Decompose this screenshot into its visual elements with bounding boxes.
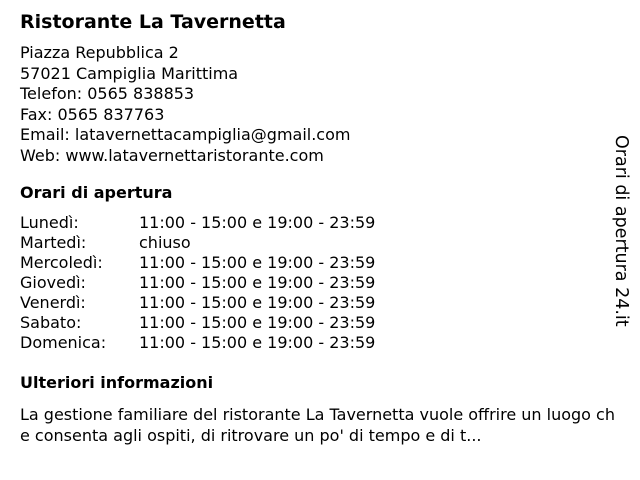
restaurant-name: Ristorante La Tavernetta xyxy=(20,11,286,33)
phone-number: Telefon: 0565 838853 xyxy=(20,84,195,103)
more-info-heading: Ulteriori informazioni xyxy=(20,373,214,392)
site-watermark: Orari di apertura 24.it xyxy=(611,135,631,327)
day-label: Lunedì: xyxy=(20,213,79,232)
restaurant-description: La gestione familiare del ristorante La Tavernetta vuole offrire un luogo che consenta agli ospiti, di ritrovare un po' di tempo e di t... xyxy=(20,405,615,445)
day-hours: 11:00 - 15:00 e 19:00 - 23:59 xyxy=(139,333,376,352)
day-label: Venerdì: xyxy=(20,293,86,312)
opening-hours-heading: Orari di apertura xyxy=(20,183,173,202)
website-url: Web: www.latavernettaristorante.com xyxy=(20,145,324,165)
day-label: Sabato: xyxy=(20,313,82,332)
day-label: Martedì: xyxy=(20,233,87,252)
day-hours: 11:00 - 15:00 e 19:00 - 23:59 xyxy=(139,213,376,232)
day-hours: chiuso xyxy=(139,233,191,252)
day-label: Domenica: xyxy=(20,333,107,352)
contact-info xyxy=(20,43,350,166)
day-hours: 11:00 - 15:00 e 19:00 - 23:59 xyxy=(139,273,376,292)
day-hours: 11:00 - 15:00 e 19:00 - 23:59 xyxy=(139,313,376,332)
day-hours: 11:00 - 15:00 e 19:00 - 23:59 xyxy=(139,253,376,272)
day-label: Giovedì: xyxy=(20,273,86,292)
address-line-2: 57021 Campiglia Marittima xyxy=(20,63,239,83)
day-hours: 11:00 - 15:00 e 19:00 - 23:59 xyxy=(139,293,376,312)
address-line-1: Piazza Repubblica 2 xyxy=(20,43,179,62)
day-label: Mercoledì: xyxy=(20,253,103,272)
email-address: Email: latavernettacampiglia@gmail.com xyxy=(20,125,351,144)
fax-number: Fax: 0565 837763 xyxy=(20,104,165,124)
